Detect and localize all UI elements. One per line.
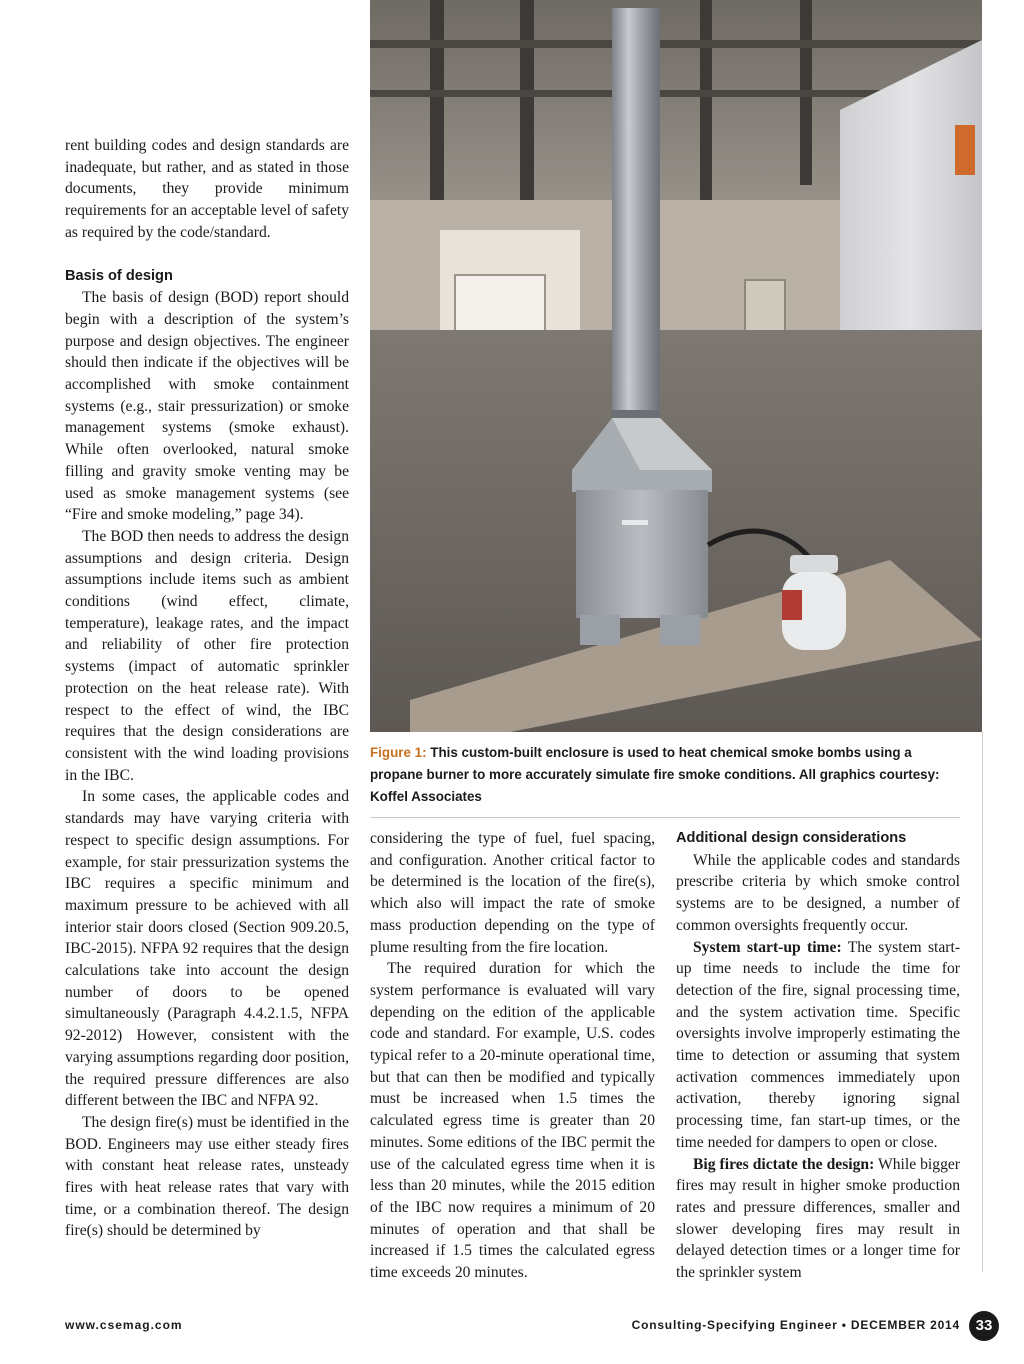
page-number-badge: 33: [969, 1311, 999, 1341]
article-column-3: [676, 828, 960, 1284]
column-rule: [982, 732, 983, 1272]
body-paragraph: considering the type of fuel, fuel spacing, and configuration. Another critical factor to be determined is the location of the fire(s), which also will impact the rate of smoke mass production depending on the type of plume resulting from the fire location.: [370, 830, 655, 956]
body-paragraph: In some cases, the applicable codes and standards may have varying criteria with respect to specific design assumptions. For example, for stair pressurization systems the IBC requires a specific minimum and maximum pressure to be achieved with all interior stair doors closed (Section 909.20.5, IBC-2015). NFPA 92 requires that the design calculations take into account the design number of doors to be opened simultaneously (Paragraph 4.4.2.1.5, NFPA 92-2012) However, consistent with the varying assumptions regarding door position, the required pressure differences are also different between the IBC and NFPA 92.: [65, 788, 349, 1110]
body-paragraph: The design fire(s) must be identified in the BOD. Engineers may use either steady fires with constant heat release rates, unsteady fires with heat release rates that vary with time, or a combination thereof. The design fire(s) should be determined by: [65, 1113, 349, 1240]
footer-publication: Consulting-Specifying Engineer • DECEMBER 2014: [631, 1318, 960, 1332]
body-paragraph: The BOD then needs to address the design assumptions and design criteria. Design assumptions include items such as ambient conditions (wind effect, climate, temperature), leakage rates, and the impact and reliability of other fire protection systems (impact of automatic sprinkler protection on the heat release rate). With respect to the effect of wind, the IBC requires that the design considerations are consistent with the wind loading provisions in the IBC.: [65, 527, 349, 784]
footer-website: www.csemag.com: [65, 1318, 183, 1332]
figure-caption: [370, 742, 962, 808]
body-paragraph: The basis of design (BOD) report should begin with a description of the system’s purpose and design objectives. The engineer should then indicate if the objectives will be accomplished with smoke containment systems (e.g., stair pressurization) or smoke management systems (smoke exhaust). While often overlooked, natural smoke filling and gravity smoke venting may be used as smoke management systems (see “Fire and smoke modeling,” page 34).: [65, 289, 349, 524]
caption-text: This custom-built enclosure is used to heat chemical smoke bombs using a propane burner to more accurately simulate fire smoke conditions. All graphics courtesy: Koffel Associates: [370, 745, 940, 804]
paragraph-text: While bigger fires may result in higher smoke production rates and pressure differences, smaller and slower developing fires may result in delayed detection times or a longer time for the sprinkler system: [676, 1155, 960, 1282]
caption-divider: [370, 817, 960, 818]
body-paragraph: [676, 1154, 960, 1284]
section-heading-basis-of-design: Basis of design: [65, 267, 173, 284]
body-paragraph: The required duration for which the system performance is evaluated will vary depending on the edition of the applicable code and standard. For example, U.S. codes typical refer to a 20-minute operational time, but that can then be modified and typically must be increased when 1.5 times the calculated egress time is greater than 20 minutes. Some editions of the IBC permit the use of the calculated egress time when it is less than 20 minutes, while the 2015 edition of the IBC now requires a minimum of 20 minutes of operation and that shall be increased if 1.5 times the calculated egress time exceeds 20 minutes.: [370, 960, 655, 1282]
smoke-enclosure-photo: [370, 0, 982, 732]
run-in-heading: System start-up time:: [693, 938, 842, 956]
paragraph-text: The system start-up time needs to include the time for detection of the fire, signal processing time, and the system activation time. Specific oversights involve improperly estimating the time to detection or assuming that system activation commences immediately upon activation, thereby ignoring signal processing time, fan start-up times, or the time needed for dampers to open or close.: [676, 938, 961, 1151]
body-paragraph: While the applicable codes and standards prescribe criteria by which smoke control systems are to be designed, a number of common oversights frequently occur.: [676, 851, 960, 934]
figure-photo: [370, 0, 982, 732]
body-paragraph: rent building codes and design standards are inadequate, but rather, and as stated in those documents, they provide minimum requirements for an acceptable level of safety as required by the code/standard.: [65, 137, 350, 241]
article-column-2: [370, 828, 655, 1284]
body-paragraph: [676, 937, 960, 1154]
article-column-1: [65, 135, 349, 1242]
run-in-heading: Big fires dictate the design:: [693, 1155, 875, 1173]
section-heading-additional-design-considerations: Additional design considerations: [676, 830, 907, 846]
figure-label: Figure 1:: [370, 745, 427, 760]
